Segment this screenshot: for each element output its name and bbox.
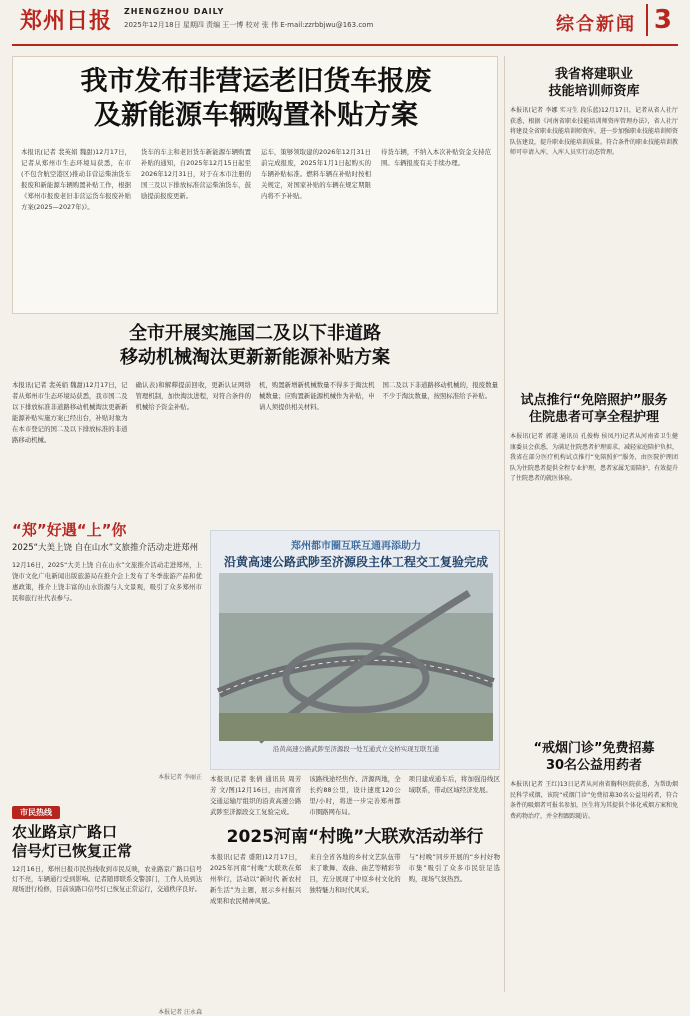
- headline-line: 全市开展实施国二及以下非道路: [129, 323, 381, 344]
- feature-article-shangrao: [12, 520, 202, 800]
- village-gala-column: 本报讯(记者 盛阳)12月17日，2025年河南“村晚”大联欢在郑州举行，活动以“新时代 新农村 新生活”为主题，展示乡村振兴成果和农民精神风貌。: [210, 853, 302, 905]
- page-number: 3: [646, 4, 672, 36]
- lead-headline: [13, 65, 499, 133]
- highway-column: 该路线途经焦作、济源两地，全长约88公里，设计速度120公里/小时，将进一步完善郑州都市圈路网布局。: [309, 775, 401, 816]
- hotline-article: [12, 800, 202, 1016]
- newspaper-logo-en: ZHENGZHOU DAILY: [124, 7, 225, 16]
- highway-interchange-illustration: [219, 573, 493, 741]
- second-article: [12, 322, 498, 512]
- section-name: 综合新闻: [556, 14, 636, 35]
- headline-line: 我省将建职业: [554, 67, 633, 82]
- right-article-teachers: [510, 66, 678, 366]
- second-body: [12, 380, 498, 510]
- highway-aerial-photo: [219, 573, 493, 741]
- lead-headline-line1: 我市发布非营运老旧货车报废: [80, 66, 432, 97]
- second-column: 本报讯(记者 裴英娟 魏甜)12月17日，记者从郑州市生态环境局获悉，我市国二及以下排放标准非道路移动机械淘汰更新新能源补贴实施方案已经出台，补贴对象为在本市登记的国二及以下排放标准的非道路移动机械。: [12, 381, 128, 444]
- headline-line: 试点推行“免陪照护”服务: [520, 393, 668, 408]
- byline: 本报记者 汪永森: [158, 1009, 202, 1016]
- right-article-body: 本报讯(记者 李娜 实习生 段乐蓝)12月17日，记者从省人社厅获悉，根据《河南省职业技能培训师资库管理办法》，省人社厅将建设全省职业技能培训师资库，进一步加强职业技能培训师资队伍建设，提升职业技能培训质量。符合条件的职业技能培训教师可申请入库，入库人员实行动态管理。: [510, 107, 679, 156]
- headline-line: 30名公益用药者: [545, 758, 643, 773]
- second-column: 机，购置新增新机械数量不得多于淘汰机械数量；应购置新能源机械作为补贴，申请人须提供相关材料。: [259, 381, 375, 411]
- headline-line: 技能培训师资库: [548, 84, 640, 99]
- lead-column: 本报讯(记者 裴英娟 魏甜)12月17日，记者从郑州市生态环境局获悉，在市(不包含航空港区)推动非营运柴油货车报废和新能源车辆购置补贴工作，根据《郑州市报废老旧非营运货车报废补贴方案(2025—2027年)》。: [21, 148, 131, 211]
- hotline-badge: 市民热线: [12, 806, 60, 819]
- second-column: 国二及以下非道路移动机械的，报废数量不少于淘汰数量，按照标准给予补贴。: [382, 381, 498, 400]
- lead-column: 货车的车主和老旧货车新能源车辆购置补贴的通知，自2025年12月15日起至2026年12月31日，对于在本市注册的国三及以下排放标准营运柴油货车，鼓励提前报废更新。: [141, 148, 251, 200]
- headline-line: 移动机械淘汰更新新能源补贴方案: [120, 347, 390, 368]
- right-article-body: 本报讯(记者 王红)13日记者从河南省胸科医院获悉，为帮助烟民科学戒烟，该院“戒烟门诊”免费招募30名公益用药者，符合条件的吸烟者可报名参加，医生将为其提供个体化戒烟方案和免费药物治疗，并全程跟踪随访。: [510, 781, 679, 820]
- highway-column: 本报讯(记者 张倩 通讯员 周芳芳 文/图)12月16日，由河南省交通运输厅组织的沿黄高速公路武陟至济源段交工复验完成。: [210, 775, 302, 816]
- feature-subheadline: 2025“大美上饶 自在山水”文旅推介活动走进郑州: [12, 543, 199, 553]
- feature-headline: “郑”好遇“上”你: [12, 521, 127, 539]
- headline-line: 住院患者可享全程护理: [528, 410, 659, 425]
- right-article-body: 本报讯(记者 郭遂 通讯员 孔俊梅 侯凤丹)记者从河南省卫生健康委员会获悉，为满足住院患者护理需求，减轻家庭陪护负担，我省在部分医疗机构试点推行“免陪照护”服务，由医院护理团队为住院患者提供全程专业护理，患者家属无需陪护，有效提升了住院患者的就医体验。: [510, 433, 679, 482]
- masthead: [12, 0, 678, 46]
- highway-column: 项目建成通车后，将加强沿线区域联系，带动区域经济发展。: [408, 775, 500, 794]
- right-article-smoking: [510, 740, 678, 990]
- byline: 本报记者 李丽正: [158, 774, 202, 781]
- issue-line: 2025年12月18日 星期四 责编 王一博 校对 张 伟 E-mail:zzrbbjwu@163.com: [124, 21, 374, 29]
- right-article-headline: [510, 740, 678, 774]
- second-column: 确认表)和解釋提前回收，更新认证网络管理机制，加快淘汰进程，对符合条件的机械给予资金补贴。: [135, 381, 251, 411]
- newspaper-logo: 郑州日报: [20, 8, 113, 34]
- highway-article: [210, 774, 500, 818]
- lead-headline-line2: 及新能源车辆购置补贴方案: [94, 100, 418, 131]
- village-gala-body: [210, 852, 500, 992]
- hotline-headline: [12, 823, 202, 861]
- lead-body: [21, 147, 491, 307]
- lead-article: [12, 56, 498, 314]
- second-headline: [12, 322, 498, 370]
- column-divider: [504, 56, 505, 992]
- photo-story: [210, 530, 500, 770]
- photo-headline: 沿黄高速公路武陟至济源段主体工程交工复验完成: [223, 555, 488, 569]
- village-gala-column: 与“村晚”同步开展的“乡村好物市集”吸引了众多市民驻足选购，现场气氛热烈。: [408, 853, 500, 883]
- right-article-care: [510, 392, 678, 682]
- headline-line: 农业路京广路口: [12, 823, 118, 841]
- headline-line: 信号灯已恢复正常: [12, 842, 133, 860]
- right-article-headline: [510, 392, 678, 426]
- lead-column: 待货车辆，不纳入本次补贴资金支持范围。车辆报废有关手续办理。: [381, 148, 491, 167]
- right-article-headline: [510, 66, 678, 100]
- feature-body: 12月16日，2025“大美上饶 自在山水”文旅推介活动走进郑州，上饶市文化广电新闻出版旅游局在推介会上发布了冬季旅游产品和优惠政策，推介上饶丰富的山水资源与人文景观，吸引了众多郑州市民和旅行社代表参与。: [12, 561, 202, 602]
- village-gala-column: 来自全省各地的乡村文艺队伍带来了歌舞、戏曲、曲艺等精彩节目，充分展现了中原乡村文化的独特魅力和时代风采。: [309, 853, 401, 894]
- village-gala-headline: 2025河南“村晚”大联欢活动举行: [226, 827, 484, 847]
- hotline-body: 12月16日，郑州日报市民热线收到市民反映，农业路京广路口信号灯不亮，车辆通行受到影响。记者随即联系交警部门，工作人员到达现场进行检修，目前该路口信号灯已恢复正常运行，交通秩序良好。: [12, 866, 202, 893]
- headline-line: “戒烟门诊”免费招募: [533, 741, 655, 756]
- photo-caption: 沿黄高速公路武陟至济源段一处互通式立交桥实现互联互通: [272, 745, 440, 753]
- photo-kicker: 郑州都市圈互联互通再添助力: [291, 541, 421, 552]
- lead-column: 运车，策够领取建的2026年12月31日前完成报废，2025年1月1日起购买的车辆补贴标准。燃料车辆在补贴时按相关规定，对国家补贴的车辆在规定期限内将不予补贴。: [261, 148, 371, 200]
